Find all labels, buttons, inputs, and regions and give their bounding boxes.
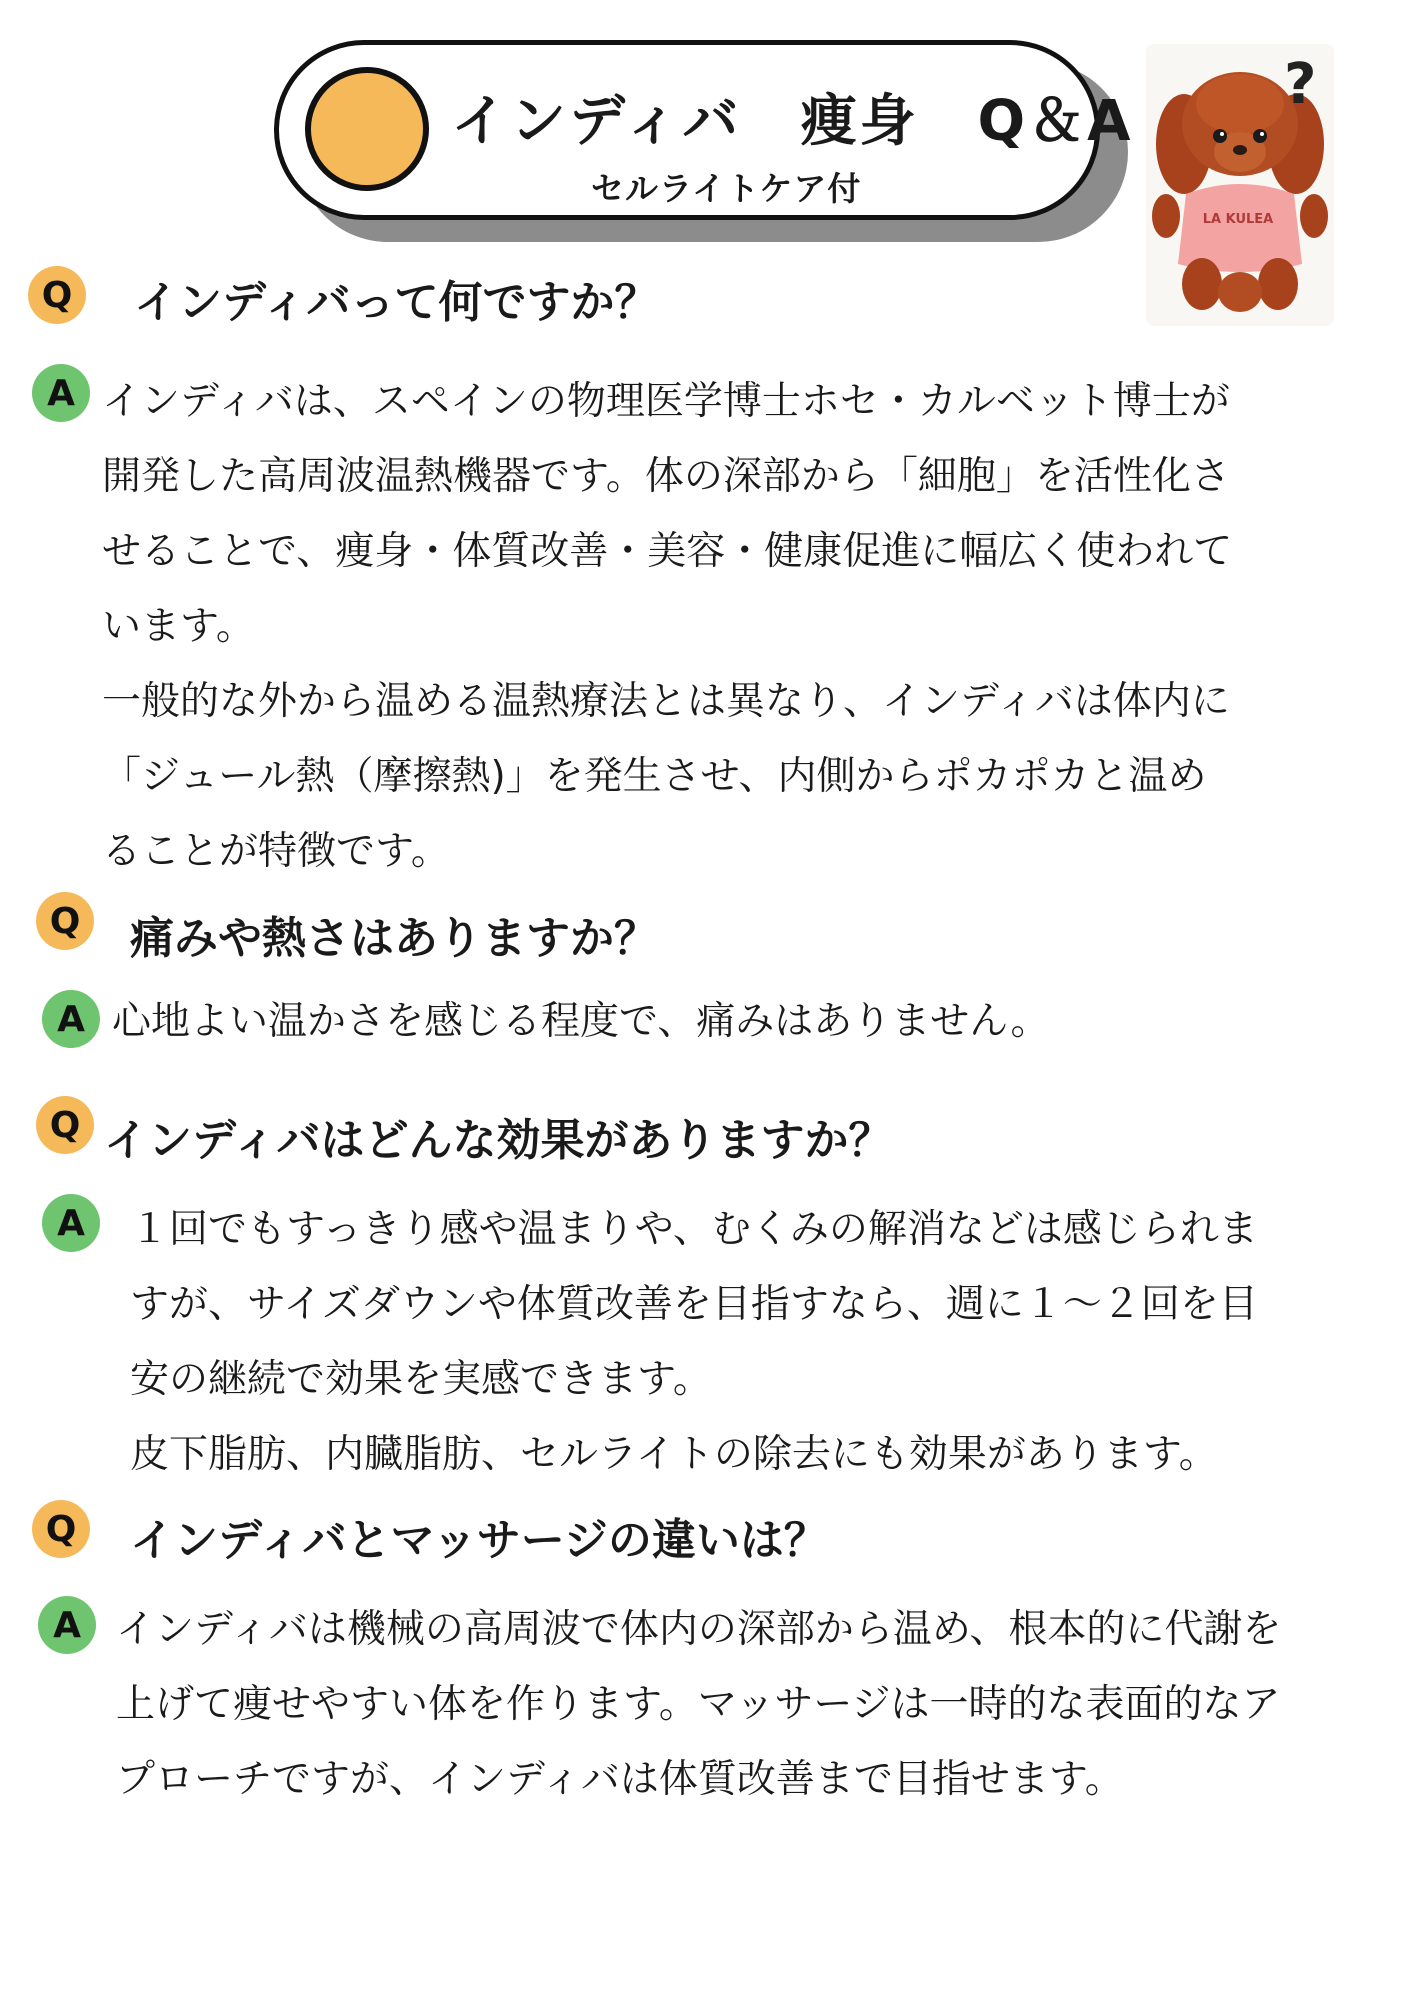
answer-line: 皮下脂肪、内臓脂肪、セルライトの除去にも効果があります。 xyxy=(130,1432,1218,1477)
question-4: インディバとマッサージの違いは？ xyxy=(130,1515,828,1566)
q-badge-3: Q xyxy=(36,1096,94,1154)
answer-line: １回でもすっきり感や温まりや、むくみの解消などは感じられま xyxy=(130,1207,1258,1252)
question-1: インディバって何ですか？ xyxy=(134,277,659,328)
answer-2 xyxy=(112,984,1050,1059)
answer-line: すが、サイズダウンや体質改善を目指すなら、週に１～２回を目 xyxy=(130,1282,1258,1327)
page-subtitle: セルライトケア付 xyxy=(591,169,862,208)
a-badge-1: A xyxy=(32,364,90,422)
answer-3 xyxy=(130,1192,1258,1492)
answer-line: 安の継続で効果を実感できます。 xyxy=(130,1357,712,1402)
answer-line: インディバは機械の高周波で体内の深部から温め、根本的に代謝を xyxy=(116,1607,1282,1652)
answer-line: ることが特徴です。 xyxy=(102,829,450,874)
answer-line: 一般的な外から温める温熱療法とは異なり、インディバは体内に xyxy=(102,679,1230,724)
answer-line: 上げて痩せやすい体を作ります。マッサージは一時的な表面的なア xyxy=(116,1682,1281,1727)
answer-1 xyxy=(102,364,1232,889)
header-banner xyxy=(274,40,1134,220)
mascot-shirt-text: LA KULEA xyxy=(1202,212,1274,227)
answer-line: インディバは、スペインの物理医学博士ホセ・カルベット博士が xyxy=(102,379,1230,424)
a-badge-3: A xyxy=(42,1194,100,1252)
answer-line: 「ジュール熱（摩擦熱)」を発生させ、内側からポカポカと温め xyxy=(102,754,1207,799)
question-3: インディバはどんな効果がありますか？ xyxy=(104,1115,893,1166)
question-2: 痛みや熱さはありますか？ xyxy=(130,913,658,964)
q-badge-2: Q xyxy=(36,892,94,950)
answer-line: プローチですが、インディバは体質改善まで目指せます。 xyxy=(116,1757,1124,1802)
a-badge-2: A xyxy=(42,990,100,1048)
question-mark-icon: ? xyxy=(1284,52,1317,117)
answer-line: 心地よい温かさを感じる程度で、痛みはありません。 xyxy=(112,999,1050,1044)
answer-line: 開発した高周波温熱機器です。体の深部から「細胞」を活性化さ xyxy=(102,454,1230,499)
answer-line: います。 xyxy=(102,604,255,649)
page-title: インディバ 痩身 Q＆A xyxy=(451,89,1134,154)
q-badge-1: Q xyxy=(28,266,86,324)
a-badge-4: A xyxy=(38,1596,96,1654)
answer-4 xyxy=(116,1592,1281,1817)
answer-line: せることで、痩身・体質改善・美容・健康促進に幅広く使われて xyxy=(102,529,1233,574)
q-badge-4: Q xyxy=(32,1500,90,1558)
header-circle-icon xyxy=(305,67,429,191)
